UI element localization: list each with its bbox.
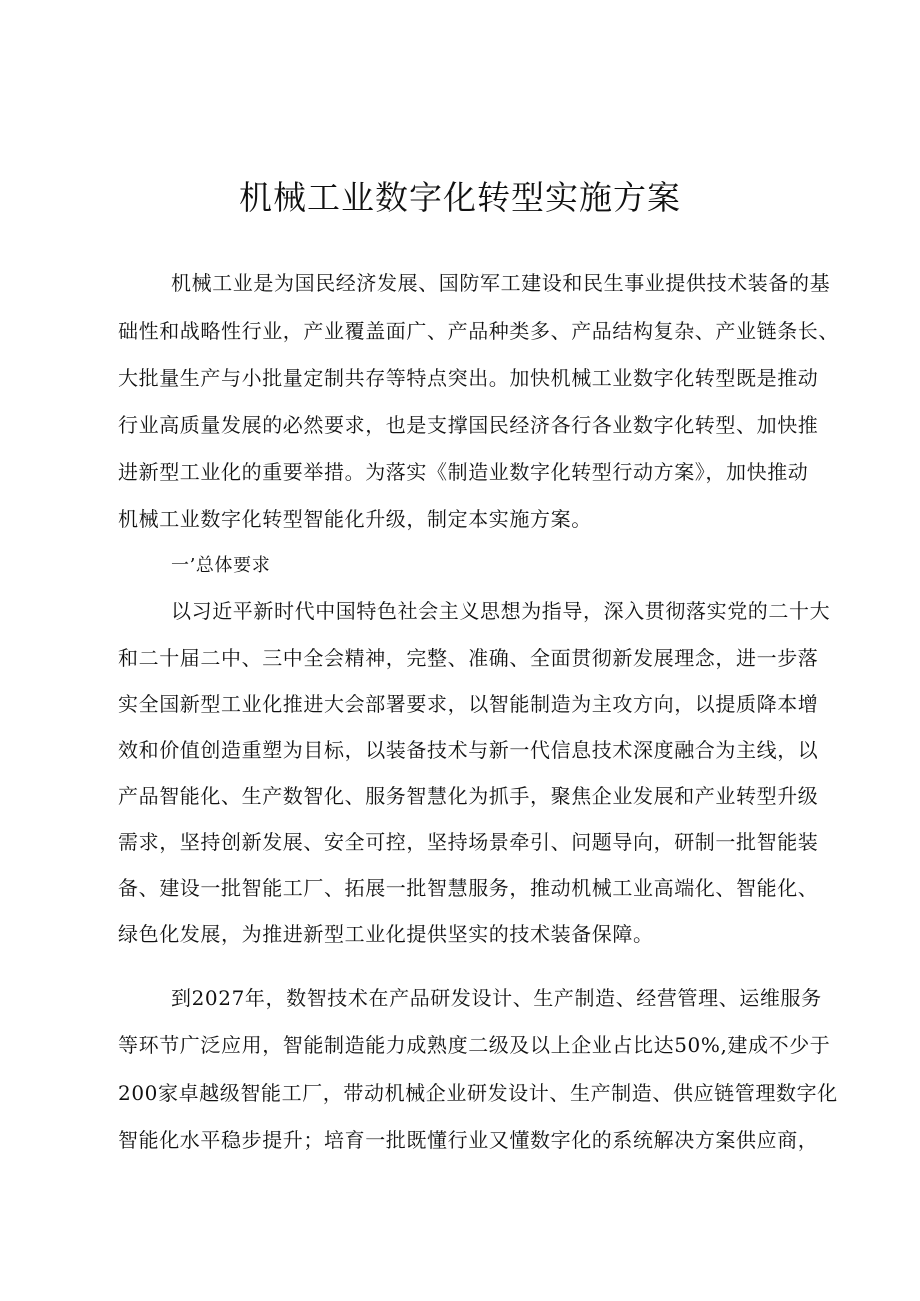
paragraph-2-line: 需求，坚持创新发展、安全可控，坚持场景牵引、问题导向，研制一批智能装 — [118, 830, 819, 854]
paragraph-1-line: 行业高质量发展的必然要求，也是支撑国民经济各行各业数字化转型、加快推 — [118, 413, 819, 437]
document-title: 机械工业数字化转型实施方案 — [239, 178, 681, 217]
paragraph-2-line: 以习近平新时代中国特色社会主义思想为指导，深入贯彻落实党的二十大 — [171, 599, 831, 623]
paragraph-2-line: 实全国新型工业化推进大会部署要求，以智能制造为主攻方向，以提质降本增 — [118, 692, 819, 716]
paragraph-2-line: 和二十届二中、三中全会精神，完整、准确、全面贯彻新发展理念，进一步落 — [118, 646, 819, 670]
paragraph-3-line: 智能化水平稳步提升；培育一批既懂行业又懂数字化的系统解决方案供应商， — [118, 1128, 819, 1152]
section-heading: 一’总体要求 — [171, 555, 271, 576]
paragraph-1-line: 础性和战略性行业，产业覆盖面广、产品种类多、产品结构复杂、产业链条长、 — [118, 319, 839, 343]
paragraph-1-line: 大批量生产与小批量定制共存等特点突出。加快机械工业数字化转型既是推动 — [118, 366, 819, 390]
paragraph-2-line: 备、建设一批智能工厂、拓展一批智慧服务，推动机械工业高端化、智能化、 — [118, 876, 819, 900]
paragraph-1-line: 机械工业数字化转型智能化升级，制定本实施方案。 — [118, 507, 592, 531]
paragraph-3-line: 到2027年，数智技术在产品研发设计、生产制造、经营管理、运维服务 — [171, 986, 822, 1010]
paragraph-1-line: 机械工业是为国民经济发展、国防军工建设和民生事业提供技术装备的基 — [171, 271, 831, 295]
paragraph-2-line: 绿色化发展，为推进新型工业化提供坚实的技术装备保障。 — [118, 922, 654, 946]
paragraph-3-line: 等环节广泛应用，智能制造能力成熟度二级及以上企业占比达50%,建成不少于 — [118, 1033, 831, 1057]
paragraph-1-line: 进新型工业化的重要举措。为落实《制造业数字化转型行动方案》，加快推动 — [118, 460, 809, 484]
paragraph-2-line: 效和价值创造重塑为目标，以装备技术与新一代信息技术深度融合为主线，以 — [118, 738, 819, 762]
paragraph-2-line: 产品智能化、生产数智化、服务智慧化为抓手，聚焦企业发展和产业转型升级 — [118, 784, 819, 808]
paragraph-3-line: 200家卓越级智能工厂，带动机械企业研发设计、生产制造、供应链管理数字化 — [118, 1081, 838, 1105]
